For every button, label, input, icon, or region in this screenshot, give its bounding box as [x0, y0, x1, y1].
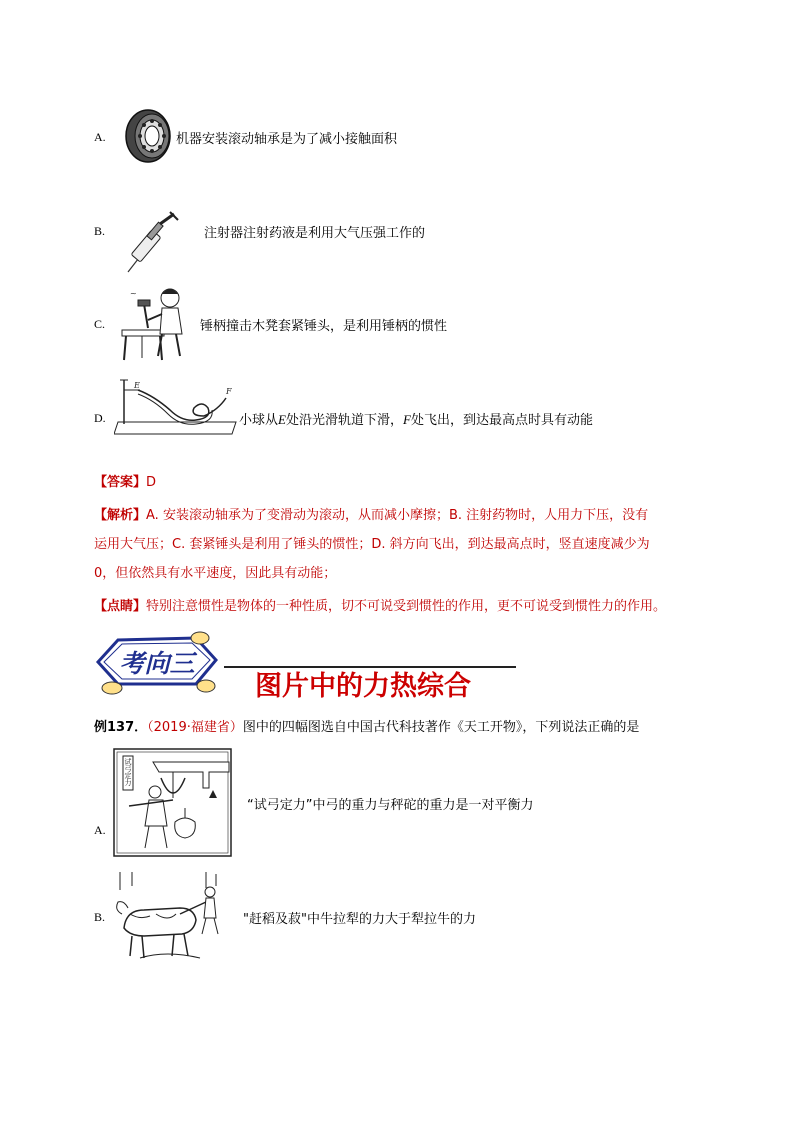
- answer-line: [94, 470, 156, 496]
- example-line: [94, 716, 639, 735]
- syringe-icon: [122, 210, 184, 276]
- analysis-line-1: 【解析】A. 安装滚动轴承为了变滑动为滚动，从而减小摩擦；B. 注射药物时，人用力下压，没有: [94, 508, 649, 523]
- answer-label: 【答案】: [94, 475, 147, 490]
- bow-test-icon: [113, 748, 232, 857]
- track-label-e: E: [134, 381, 140, 390]
- option-bottom-a-text: “试弓定力”中弓的重力与秤砣的重力是一对平衡力: [247, 798, 534, 813]
- option-bottom-b-text: "赶稻及菽"中牛拉犁的力大于犁拉牛的力: [243, 912, 476, 927]
- option-c-letter: C.: [94, 317, 106, 331]
- option-c-text: 锤柄撞击木凳套紧锤头，是利用锤柄的惯性: [200, 319, 448, 334]
- option-bottom-b-letter: B.: [94, 910, 106, 924]
- analysis-line-2: 运用大气压；C. 套紧锤头是利用了锤头的惯性；D. 斜方向飞出，到达最高点时，竖直速度减少为: [94, 537, 650, 552]
- var-f: F: [402, 412, 411, 427]
- bearing-icon: [122, 108, 174, 164]
- option-a-text: 机器安装滚动轴承是为了减小接触面积: [176, 132, 398, 147]
- option-d-text: 小球从E处沿光滑轨道下滑，F处飞出，到达最高点时具有动能: [239, 412, 593, 428]
- track-label-f: F: [226, 387, 232, 396]
- var-e: E: [278, 412, 286, 427]
- answer-value: D: [146, 475, 157, 490]
- option-b-letter: B.: [94, 224, 106, 238]
- section-badge: [92, 628, 222, 696]
- analysis-label: 【解析】: [94, 508, 147, 523]
- bow-test-caption: 试弓定力: [124, 758, 132, 786]
- analysis-line-3: 0，但依然具有水平速度，因此具有动能；: [94, 566, 337, 581]
- section-badge-text: 考向三: [119, 649, 195, 678]
- option-bottom-a-letter: A.: [94, 823, 106, 837]
- example-text: 图中的四幅图选自中国古代科技著作《天工开物》，下列说法正确的是: [242, 720, 640, 735]
- svg-text:~: ~: [130, 289, 137, 298]
- option-d-letter: D.: [94, 411, 106, 425]
- track-icon: [114, 376, 238, 438]
- option-a-letter: A.: [94, 130, 106, 144]
- ox-plow-icon: [110, 870, 222, 962]
- section-title: 图片中的力热综合: [255, 671, 471, 702]
- tip-label: 【点睛】: [94, 599, 147, 614]
- tip-line: 【点睛】特别注意惯性是物体的一种性质，切不可说受到惯性的作用，更不可说受到惯性力的作用。: [94, 599, 667, 614]
- example-number: 例137．: [94, 720, 148, 735]
- hammer-man-icon: [118, 284, 200, 362]
- option-b-text: 注射器注射药液是利用大气压强工作的: [204, 226, 426, 241]
- example-source: （2019·福建省）: [147, 720, 243, 735]
